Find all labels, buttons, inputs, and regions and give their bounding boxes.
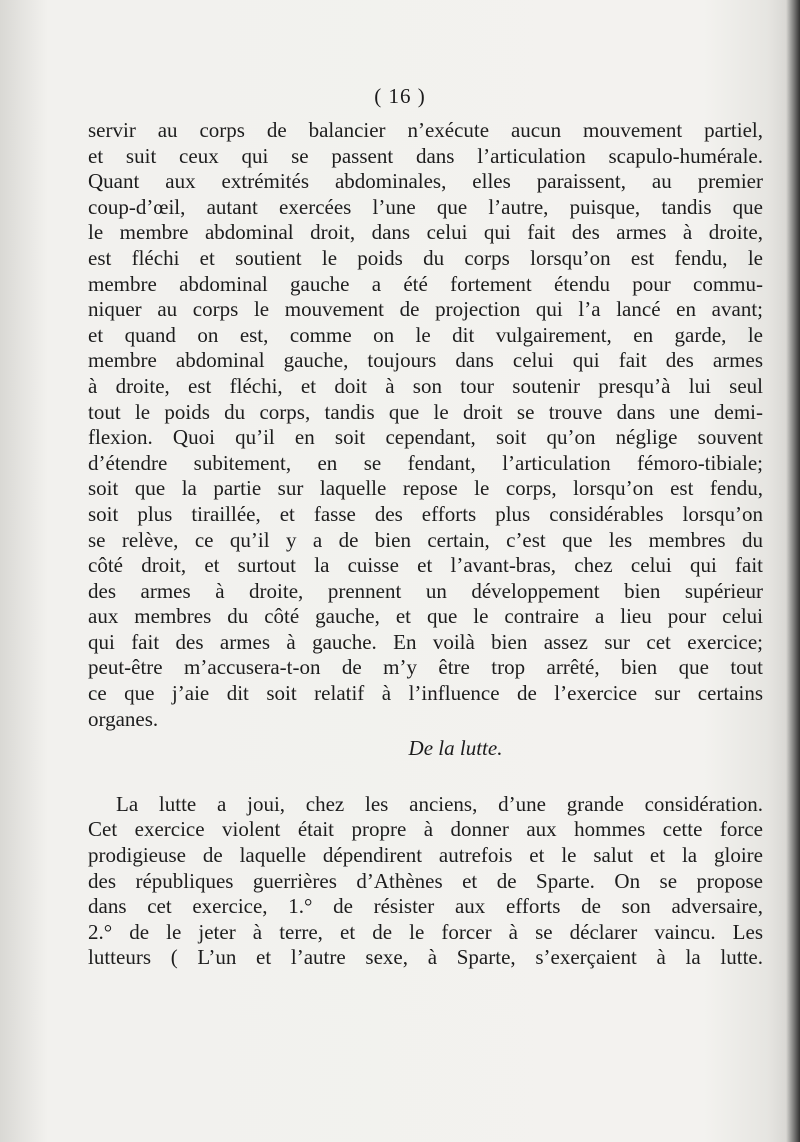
paragraph-1 xyxy=(88,118,763,732)
text-line: et suit ceux qui se passent dans l’articulation scapulo-humérale. xyxy=(88,143,763,168)
text-line: membre abdominal gauche, toujours dans celui qui fait des armes xyxy=(88,348,763,373)
text-line: des armes à droite, prennent un développement bien supérieur xyxy=(88,578,763,603)
text-line: aux membres du côté gauche, et que le contraire a lieu pour celui xyxy=(88,604,763,629)
text-line: dans cet exercice, 1.° de résister aux efforts de son adversaire, xyxy=(88,894,763,919)
text-line: ce que j’aie dit soit relatif à l’influence de l’exercice sur certains xyxy=(88,681,763,706)
paragraph-2 xyxy=(88,792,763,971)
page-number: ( 16 ) xyxy=(374,84,426,108)
text-line: soit plus tiraillée, et fasse des efforts plus considérables lorsqu’on xyxy=(88,501,763,526)
text-line: Cet exercice violent était propre à donner aux hommes cette force xyxy=(88,817,763,842)
text-line: Quant aux extrémités abdominales, elles paraissent, au premier xyxy=(88,169,763,194)
text-line: flexion. Quoi qu’il en soit cependant, soit qu’on néglige souvent xyxy=(88,425,763,450)
text-line: des républiques guerrières d’Athènes et de Sparte. On se propose xyxy=(88,868,763,893)
text-line: tout le poids du corps, tandis que le droit se trouve dans une demi- xyxy=(88,399,763,424)
text-line: lutteurs ( L’un et l’autre sexe, à Sparte, s’exerçaient à la lutte. xyxy=(88,945,763,970)
text-line: qui fait des armes à gauche. En voilà bien assez sur cet exercice; xyxy=(88,629,763,654)
text-line: soit que la partie sur laquelle repose le corps, lorsqu’on est fendu, xyxy=(88,476,763,501)
section-heading: De la lutte. xyxy=(408,736,503,761)
section-spacer xyxy=(88,762,763,792)
text-line: coup-d’œil, autant exercées l’une que l’autre, puisque, tandis que xyxy=(88,194,763,219)
body-text xyxy=(88,118,763,971)
text-line: La lutte a joui, chez les anciens, d’une grande considération. xyxy=(116,791,763,816)
page-edge-shadow xyxy=(786,0,800,1142)
text-line: d’étendre subitement, en se fendant, l’articulation fémoro-tibiale; xyxy=(88,450,763,475)
text-line: 2.° de le jeter à terre, et de le forcer à se déclarer vaincu. Les xyxy=(88,919,763,944)
text-line: et quand on est, comme on le dit vulgairement, en garde, le xyxy=(88,322,763,347)
text-line: niquer au corps le mouvement de projection qui l’a lancé en avant; xyxy=(88,297,763,322)
text-line: prodigieuse de laquelle dépendirent autrefois et le salut et la gloire xyxy=(88,843,763,868)
text-line: peut-être m’accusera-t-on de m’y être trop arrêté, bien que tout xyxy=(88,655,763,680)
text-line: organes. xyxy=(88,706,159,731)
text-line: se relève, ce qu’il y a de bien certain, c’est que les membres du xyxy=(88,527,763,552)
text-line: est fléchi et soutient le poids du corps lorsqu’on est fendu, le xyxy=(88,245,763,270)
text-line: à droite, est fléchi, et doit à son tour soutenir presqu’à lui seul xyxy=(88,373,763,398)
text-line: servir au corps de balancier n’exécute aucun mouvement partiel, xyxy=(88,118,763,142)
text-line: côté droit, et surtout la cuisse et l’avant-bras, chez celui qui fait xyxy=(88,553,763,578)
text-line: le membre abdominal droit, dans celui qui fait des armes à droite, xyxy=(88,220,763,245)
text-line: membre abdominal gauche a été fortement étendu pour commu- xyxy=(88,271,763,296)
